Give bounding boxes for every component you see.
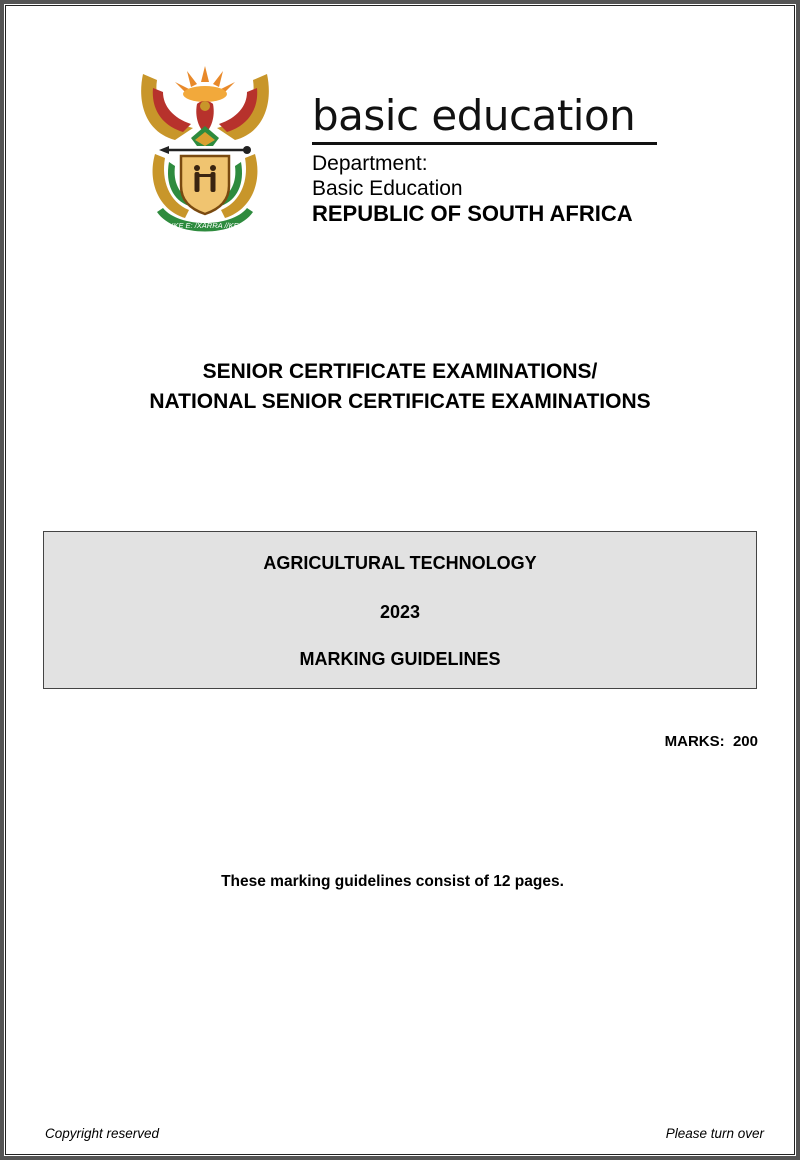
subject-box bbox=[43, 531, 757, 689]
document-type: MARKING GUIDELINES bbox=[299, 649, 501, 669]
subject-title: AGRICULTURAL TECHNOLOGY bbox=[263, 553, 537, 573]
exam-heading bbox=[0, 357, 800, 417]
exam-year: 2023 bbox=[379, 602, 421, 622]
footer-copyright: Copyright reserved bbox=[45, 1126, 160, 1141]
header-logo bbox=[135, 62, 665, 247]
motto-text: !KE E: /XARRA //KE bbox=[171, 221, 239, 230]
footer-turn-over: Please turn over bbox=[665, 1126, 764, 1141]
department-label: Department: bbox=[312, 152, 428, 175]
department-name: Basic Education bbox=[312, 177, 463, 200]
total-marks: MARKS: 200 bbox=[664, 733, 758, 750]
coat-of-arms-icon bbox=[135, 62, 275, 242]
department-brand bbox=[312, 92, 662, 227]
exam-heading-line-1: SENIOR CERTIFICATE EXAMINATIONS/ bbox=[202, 360, 598, 383]
brand-title: basic education bbox=[312, 92, 657, 145]
country-name: REPUBLIC OF SOUTH AFRICA bbox=[312, 201, 633, 226]
exam-heading-line-2: NATIONAL SENIOR CERTIFICATE EXAMINATIONS bbox=[149, 390, 651, 413]
page-count-note: These marking guidelines consist of 12 pages. bbox=[221, 873, 564, 890]
